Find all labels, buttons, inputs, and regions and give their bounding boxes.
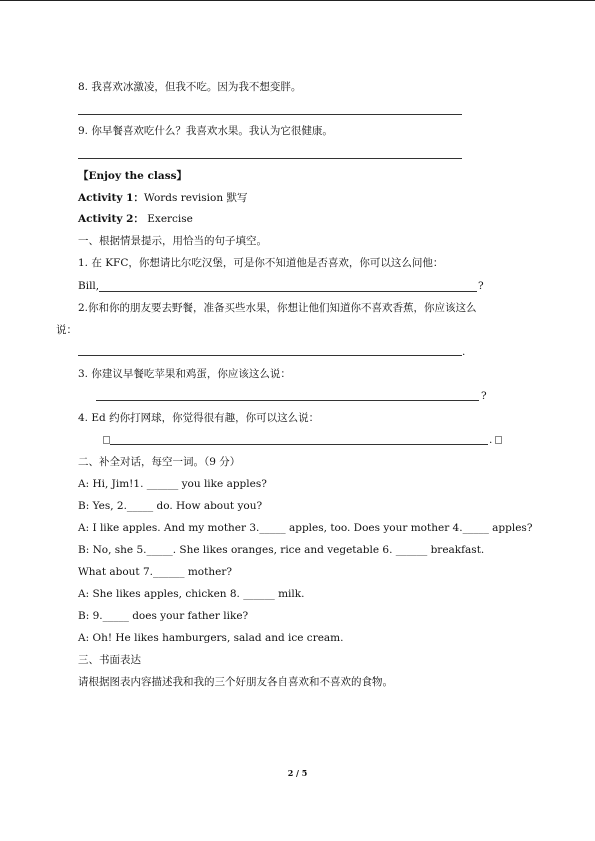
q2-end-mark: . xyxy=(462,346,466,358)
activity-1 xyxy=(78,191,247,205)
activity-1-text: Words revision 默写 xyxy=(143,192,248,204)
dialogue-line: A: Oh! He likes hamburgers, salad and ice cream. xyxy=(78,632,344,644)
item-9-answer-line[interactable] xyxy=(78,158,462,159)
q4-end-marker-icon xyxy=(495,436,502,444)
q1-end-mark: ? xyxy=(478,280,484,292)
section-1-q2-line2: 说： xyxy=(56,324,77,336)
dialogue-line: A: She likes apples, chicken 8. ______ milk. xyxy=(78,588,305,600)
q4-answer-line[interactable] xyxy=(110,444,488,445)
section-2-title: 二、补全对话，每空一词。（9 分） xyxy=(78,456,241,468)
activity-1-label: Activity 1： xyxy=(78,192,144,204)
item-9-prompt: 9. 你早餐喜欢吃什么？我喜欢水果。我认为它很健康。 xyxy=(78,125,333,137)
item-8-answer-line[interactable] xyxy=(78,114,462,115)
q4-end-mark: . xyxy=(489,434,493,446)
activity-2-text: Exercise xyxy=(143,213,193,225)
dialogue-line: A: Hi, Jim!1. ______ you like apples? xyxy=(78,478,267,490)
page-number: 2 / 5 xyxy=(287,768,308,778)
q3-answer-line[interactable] xyxy=(96,400,479,401)
dialogue-line: What about 7.______ mother? xyxy=(78,566,232,578)
activity-2 xyxy=(78,212,193,226)
q3-end-mark: ? xyxy=(481,390,487,402)
section-1-q1-prefix: Bill, xyxy=(78,280,100,292)
section-3-title: 三、书面表达 xyxy=(78,654,141,666)
page-top-border xyxy=(0,0,595,1)
enjoy-class-header: 【Enjoy the class】 xyxy=(78,170,188,182)
section-1-q1: 1. 在 KFC，你想请比尔吃汉堡，可是你不知道他是否喜欢，你可以这么问他： xyxy=(78,257,444,269)
q1-answer-line[interactable] xyxy=(99,291,477,292)
section-1-q2-line1: 2.你和你的朋友要去野餐，准备买些水果，你想让他们知道你不喜欢香蕉，你应该这么 xyxy=(78,302,477,314)
dialogue-line: A: I like apples. And my mother 3._____ apples, too. Does your mother 4._____ apples? xyxy=(78,522,533,534)
dialogue-line: B: 9._____ does your father like? xyxy=(78,610,249,622)
section-3-instruction: 请根据图表内容描述我和我的三个好朋友各自喜欢和不喜欢的食物。 xyxy=(78,676,393,688)
section-1-q3: 3. 你建议早餐吃苹果和鸡蛋，你应该这么说： xyxy=(78,368,291,380)
q4-start-marker-icon xyxy=(103,436,110,444)
dialogue-line: B: Yes, 2._____ do. How about you? xyxy=(78,500,263,512)
item-8-prompt: 8. 我喜欢冰激凌，但我不吃。因为我不想变胖。 xyxy=(78,81,302,93)
section-1-title: 一、根据情景提示，用恰当的句子填空。 xyxy=(78,235,267,247)
dialogue-line: B: No, she 5._____. She likes oranges, rice and vegetable 6. ______ breakfast. xyxy=(78,544,485,556)
section-1-q4: 4. Ed 约你打网球，你觉得很有趣，你可以这么说： xyxy=(78,412,320,424)
q2-answer-line[interactable] xyxy=(78,355,462,356)
activity-2-label: Activity 2： xyxy=(78,213,144,225)
